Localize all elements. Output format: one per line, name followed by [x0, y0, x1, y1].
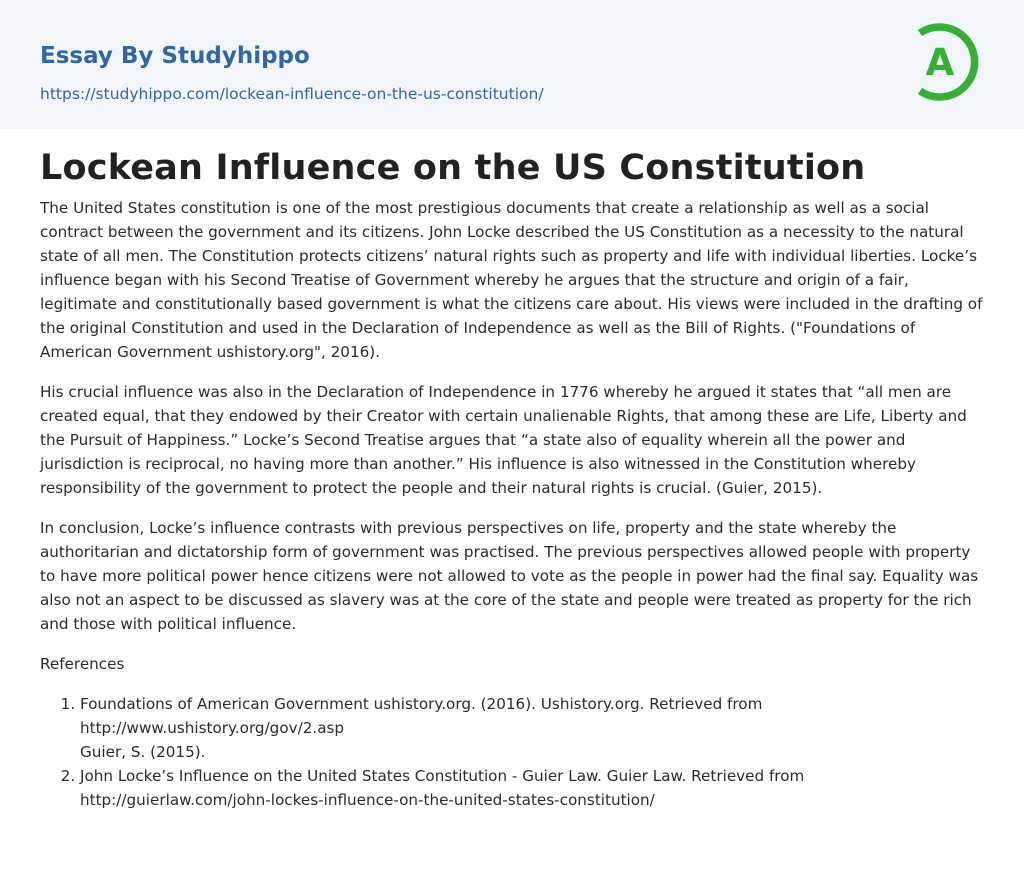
brand-title: Essay By Studyhippo	[40, 43, 310, 69]
site-header	[0, 0, 1024, 129]
essay-content	[40, 144, 985, 812]
source-url-link[interactable]: https://studyhippo.com/lockean-influence-on-the-us-constitution/	[40, 85, 544, 103]
reference-url: http://guierlaw.com/john-lockes-influence-on-the-united-states-constitution/	[80, 791, 655, 809]
reference-text: 2. John Locke’s Influence on the United States Constitution - Guier Law. Guier Law. Retrieved from	[80, 767, 805, 785]
logo-letter: A	[925, 41, 955, 84]
reference-item	[80, 692, 985, 764]
reference-text: 1. Foundations of American Government ushistory.org. (2016). Ushistory.org. Retrieved from	[80, 695, 763, 713]
essay-paragraph-3: In conclusion, Locke’s influence contrasts with previous perspectives on life, property and the state whereby the authoritarian and dictatorship form of government was practised. The previous perspectives allowed people with property to have more political power hence citizens were not allowed to vote as the people in power had the final say. Equality was also not an aspect to be discussed as slavery was at the core of the state and people were treated as property for the rich and those with political influence.	[40, 519, 979, 633]
reference-item	[80, 764, 985, 812]
references-heading: References	[40, 655, 125, 673]
essay-title: Lockean Influence on the US Constitution	[40, 148, 866, 188]
reference-url: http://www.ushistory.org/gov/2.asp	[80, 719, 345, 737]
studyhippo-logo-icon[interactable]	[912, 19, 986, 105]
references-list	[40, 692, 985, 812]
reference-text: Guier, S. (2015).	[80, 743, 206, 761]
essay-paragraph-1: The United States constitution is one of the most prestigious documents that create a relationship as well as a social contract between the government and its citizens. John Locke described the US Constitution as a necessity to the natural state of all men. The Constitution protects citizens’ natural rights such as property and life with individual liberties. Locke’s influence began with his Second Treatise of Government whereby he argues that the structure and origin of a fair, legitimate and constitutionally based government is what the citizens care about. His views were included in the drafting of the original Constitution and used in the Declaration of Independence as well as the Bill of Rights. ("Foundations of American Government ushistory.org", 2016).	[40, 199, 983, 361]
essay-paragraph-2: His crucial influence was also in the Declaration of Independence in 1776 whereby he argued it states that “all men are created equal, that they endowed by their Creator with certain unalienable Rights, that among these are Life, Liberty and the Pursuit of Happiness.” Locke’s Second Treatise argues that “a state also of equality wherein all the power and jurisdiction is reciprocal, no having more than another.” His influence is also witnessed in the Constitution whereby responsibility of the government to protect the people and their natural rights is crucial. (Guier, 2015).	[40, 383, 967, 497]
